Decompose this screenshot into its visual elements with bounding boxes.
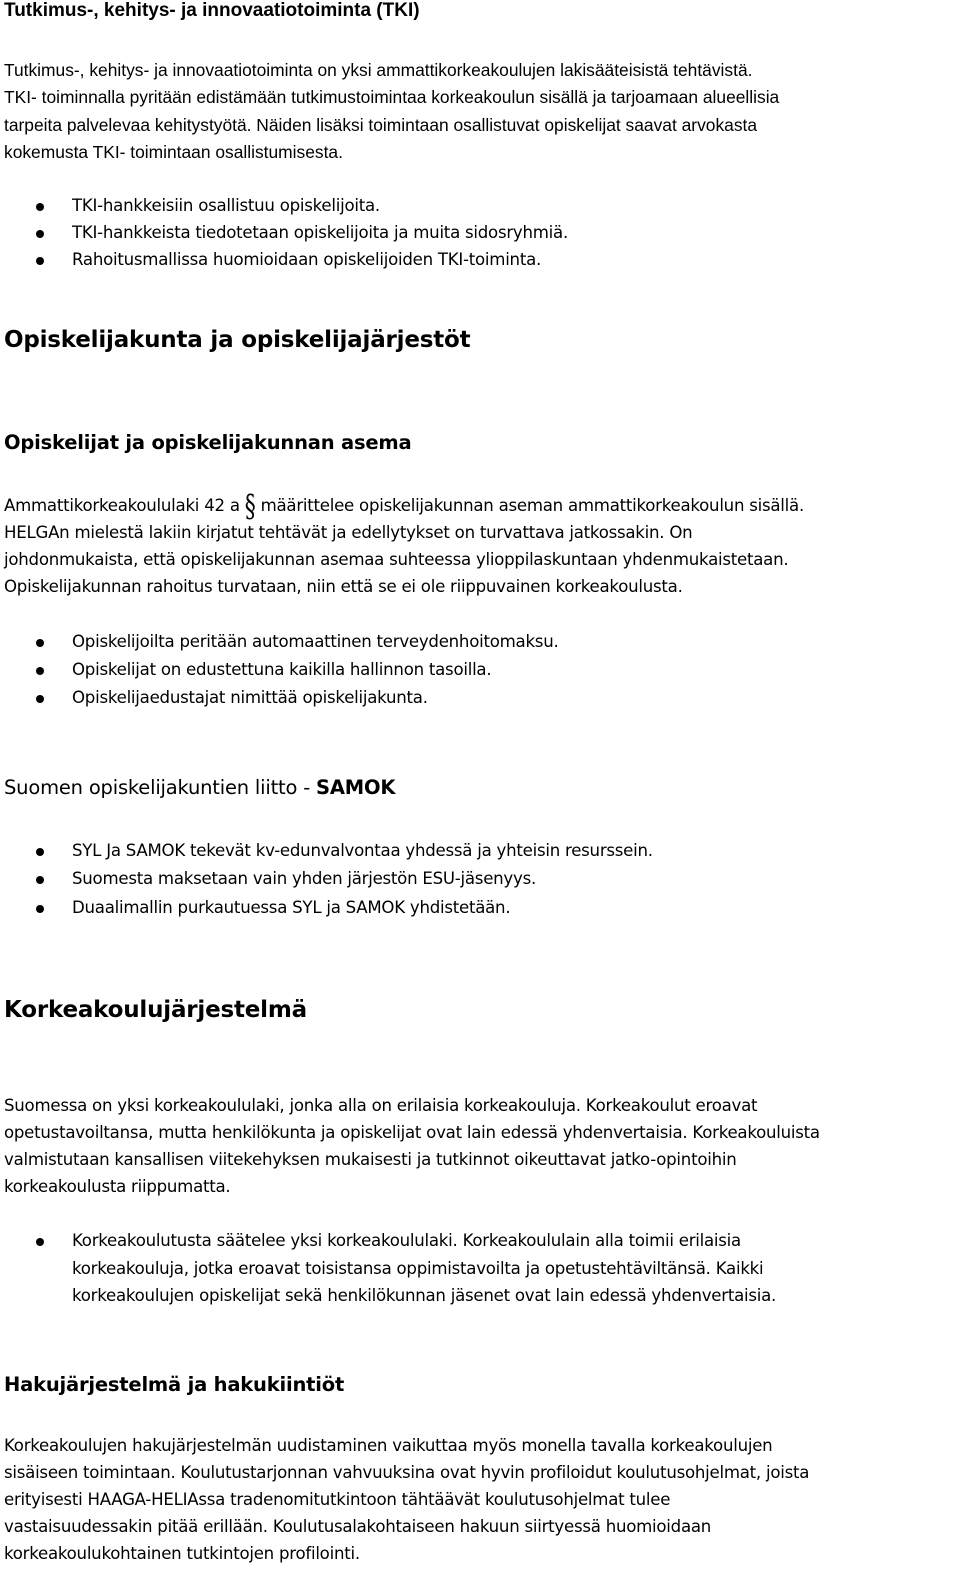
section-heading-opiskelijakunta: Opiskelijakunta ja opiskelijajärjestöt bbox=[4, 327, 471, 353]
paragraph-line: korkeakoulusta riippumatta. bbox=[4, 1177, 231, 1196]
section-heading-hakujarjestelma: Hakujärjestelmä ja hakukiintiöt bbox=[4, 1373, 345, 1396]
bullet-icon bbox=[36, 1238, 44, 1246]
section-heading-tki: Tutkimus-, kehitys- ja innovaatiotoiminta (TKI) bbox=[4, 0, 420, 21]
bullet-icon bbox=[36, 203, 44, 211]
list-item-continuation: korkeakoulujen opiskelijat sekä henkilökunnan jäsenet ovat lain edessä yhdenvertaisia. bbox=[72, 1286, 777, 1305]
bullet-icon bbox=[36, 876, 44, 884]
bullet-icon bbox=[36, 667, 44, 675]
bullet-icon bbox=[36, 905, 44, 913]
section-heading-samok: Suomen opiskelijakuntien liitto - SAMOK bbox=[4, 776, 396, 799]
paragraph-line: erityisesti HAAGA-HELIAssa tradenomitutkintoon tähtäävät koulutusohjelmat tulee bbox=[4, 1490, 671, 1509]
subheading-opiskelijakunnan-asema: Opiskelijat ja opiskelijakunnan asema bbox=[4, 431, 412, 454]
paragraph-line: valmistutaan kansallisen viitekehyksen mukaisesti ja tutkinnot oikeuttavat jatko-opintoihin bbox=[4, 1150, 737, 1169]
bullet-icon bbox=[36, 257, 44, 265]
paragraph-line: johdonmukaista, että opiskelijakunnan asemaa suhteessa ylioppilaskuntaan yhdenmukaistetaan. bbox=[4, 550, 789, 569]
paragraph-line: Opiskelijakunnan rahoitus turvataan, niin että se ei ole riippuvainen korkeakoulusta. bbox=[4, 577, 683, 596]
paragraph-line: Ammattikorkeakoululaki 42 a § määrittelee opiskelijakunnan aseman ammattikorkeakoulun sisällä. bbox=[4, 489, 804, 525]
section-heading-korkeakoulujarjestelma: Korkeakoulujärjestelmä bbox=[4, 997, 307, 1023]
bullet-icon bbox=[36, 230, 44, 238]
bullet-icon bbox=[36, 848, 44, 856]
paragraph-line: kokemusta TKI- toimintaan osallistumisesta. bbox=[4, 142, 343, 162]
bullet-icon bbox=[36, 639, 44, 647]
paragraph-line: Tutkimus-, kehitys- ja innovaatiotoiminta on yksi ammattikorkeakoulujen lakisääteisistä tehtävistä. bbox=[4, 60, 753, 80]
paragraph-line: korkeakoulukohtainen tutkintojen profilointi. bbox=[4, 1544, 360, 1563]
paragraph-line: vastaisuudessakin pitää erillään. Koulutusalakohtaiseen hakuun siirtyessä huomioidaan bbox=[4, 1517, 712, 1536]
paragraph-line: HELGAn mielestä lakiin kirjatut tehtävät ja edellytykset on turvattava jatkossakin. On bbox=[4, 523, 693, 542]
paragraph-line: opetustavoiltansa, mutta henkilökunta ja opiskelijat ovat lain edessä yhdenvertaisia. Korkeakouluista bbox=[4, 1123, 820, 1142]
list-item-continuation: korkeakouluja, jotka eroavat toisistansa oppimistavoilta ja opetustehtäviltänsä. Kaikki bbox=[72, 1259, 764, 1278]
paragraph-line: sisäiseen toimintaan. Koulutustarjonnan vahvuuksina ovat hyvin profiloidut koulutusohjelmat, joista bbox=[4, 1463, 810, 1482]
paragraph-line: Suomessa on yksi korkeakoululaki, jonka alla on erilaisia korkeakouluja. Korkeakoulut eroavat bbox=[4, 1096, 758, 1115]
paragraph-line: Korkeakoulujen hakujärjestelmän uudistaminen vaikuttaa myös monella tavalla korkeakoulujen bbox=[4, 1436, 773, 1455]
document-page: Tutkimus-, kehitys- ja innovaatiotoiminta (TKI) Tutkimus-, kehitys- ja innovaatiotoiminta on yksi ammattikorkeakoulujen lakisääteisistä tehtävistä. TKI- toiminnalla pyritään edistämään tutkimustoimintaa korkeakoulun sisällä ja tarjoamaan alueellisia tarpeita palvelevaa kehitystyötä. Näiden lisäksi toimintaan osallistuvat opiskelijat saavat arvokasta kokemusta TKI- toimintaan osallistumisesta. TKI-hankkeisiin osallistuu opiskelijoita. TKI-hankkeista tiedotetaan opiskelijoita ja muita sidosryhmiä. Rahoitusmallissa huomioidaan opiskelijoiden TKI-toiminta. Opiskelijakunta ja opiskelijajärjestöt Opiskelijat ja opiskelijakunnan asema Ammattikorkeakoululaki 42 a § määrittelee opiskelijakunnan aseman ammattikorkeakoulun sisällä. HELGAn mielestä lakiin kirjatut tehtävät ja edellytykset on turvattava jatkossakin. On johdonmukaista, että opiskelijakunnan asemaa suhteessa ylioppilaskuntaan yhdenmukaistetaan. Opiskelijakunnan rahoitus turvataan, niin että se ei ole riippuvainen korkeakoulusta. Opiskelijoilta peritään automaattinen terveydenhoitomaksu. Opiskelijat on edustettuna kaikilla hallinnon tasoilla. Opiskelijaedustajat nimittää opiskelijakunta. Suomen opiskelijakuntien liitto - SAMOK SYL Ja SAMOK tekevät kv-edunvalvontaa yhdessä ja yhteisin resurssein. Suomesta maksetaan vain yhden järjestön ESU-jäsenyys. Duaalimallin purkautuessa SYL ja SAMOK yhdistetään. Korkeakoulujärjestelmä Suomessa on yksi korkeakoululaki, jonka alla on erilaisia korkeakouluja. Korkeakoulut eroavat opetustavoiltansa, mutta henkilökunta ja opiskelijat ovat lain edessä yhdenvertaisia. Korkeakouluista valmistutaan kansallisen viitekehyksen mukaisesti ja tutkinnot oikeuttavat jatko-opintoihin korkeakoulusta riippumatta. Korkeakoulutusta säätelee yksi korkeakoululaki. Korkeakoululain alla toimii erilaisia korkeakouluja, jotka eroavat toisistansa oppimistavoilta ja opetustehtäviltänsä. Kaikki korkeakoulujen opiskelijat sekä henkilökunnan jäsenet ovat lain edessä yhdenvertaisia. Hakujärjestelmä ja hakukiintiöt Korkeakoulujen hakujärjestelmän uudistaminen vaikuttaa myös monella tavalla korkeakoulujen sisäiseen toimintaan. Koulutustarjonnan vahvuuksina ovat hyvin profiloidut koulutusohjelmat, joista erityisesti HAAGA-HELIAssa tradenomitutkintoon tähtäävät koulutusohjelmat tulee vastaisuudessakin pitää erillään. Koulutusalakohtaiseen hakuun siirtyessä huomioidaan korkeakoulukohtainen tutkintojen profilointi. bbox=[4, 0, 820, 1563]
section-sign: § bbox=[244, 489, 256, 525]
paragraph-line: TKI- toiminnalla pyritään edistämään tutkimustoimintaa korkeakoulun sisällä ja tarjoamaan alueellisia bbox=[4, 87, 780, 107]
paragraph-line: tarpeita palvelevaa kehitystyötä. Näiden lisäksi toimintaan osallistuvat opiskelijat saavat arvokasta bbox=[4, 115, 758, 135]
bullet-icon bbox=[36, 695, 44, 703]
